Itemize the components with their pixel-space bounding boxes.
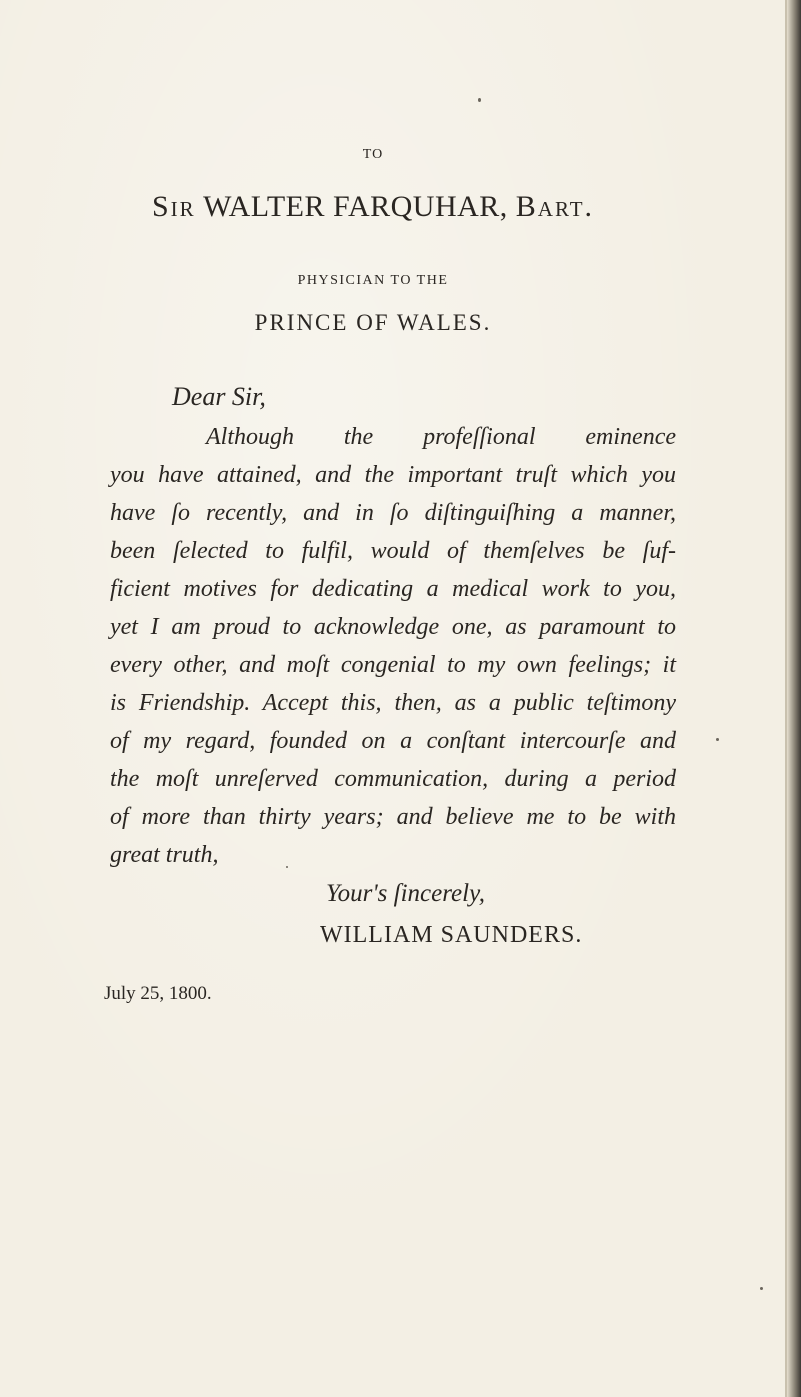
letter-closing: Your's ſincerely,: [326, 880, 486, 907]
paper-speck: [716, 738, 719, 741]
paper-speck: [478, 98, 481, 102]
dedicatee-patron: PRINCE OF WALES.: [254, 310, 492, 335]
letter-salutation: Dear Sir,: [172, 382, 266, 411]
letter-line: great truth,: [110, 842, 219, 868]
dedicatee-fullname: WALTER FARQUHAR,: [203, 190, 508, 223]
book-binding-edge: [787, 0, 801, 1397]
paper-speck: [760, 1287, 763, 1290]
letter-line: been ſelected to fulfil, would of themſelves be ſuf-: [110, 538, 676, 564]
letter-line: yet I am proud to acknowledge one, as paramount to: [110, 614, 676, 640]
dedication-to: TO: [362, 147, 384, 162]
letter-line: ficient motives for dedicating a medical work to you,: [110, 576, 676, 602]
letter-line: is Friendship. Accept this, then, as a public teſtimony: [110, 690, 676, 716]
letter-line: every other, and moſt congenial to my own feelings; it: [110, 652, 676, 678]
dedicatee-role: PHYSICIAN TO THE: [297, 273, 449, 288]
dedicatee-title: Sir: [151, 190, 196, 223]
letter-line: have ſo recently, and in ſo diſtinguiſhing a manner,: [110, 500, 676, 526]
dedicatee-suffix: Bart.: [515, 190, 595, 223]
letter-line: of more than thirty years; and believe me to be with: [110, 804, 676, 830]
dedicatee-name: [0, 190, 746, 224]
letter-signature: WILLIAM SAUNDERS.: [320, 922, 583, 948]
letter-line: you have attained, and the important truſt which you: [110, 462, 676, 488]
letter-date: July 25, 1800.: [104, 983, 212, 1004]
letter-line: Although the profeſſional eminence: [206, 424, 676, 450]
letter-line: the moſt unreſerved communication, during a period: [110, 766, 676, 792]
letter-line: of my regard, founded on a conſtant intercourſe and: [110, 728, 676, 754]
paper-speck: [286, 866, 288, 868]
